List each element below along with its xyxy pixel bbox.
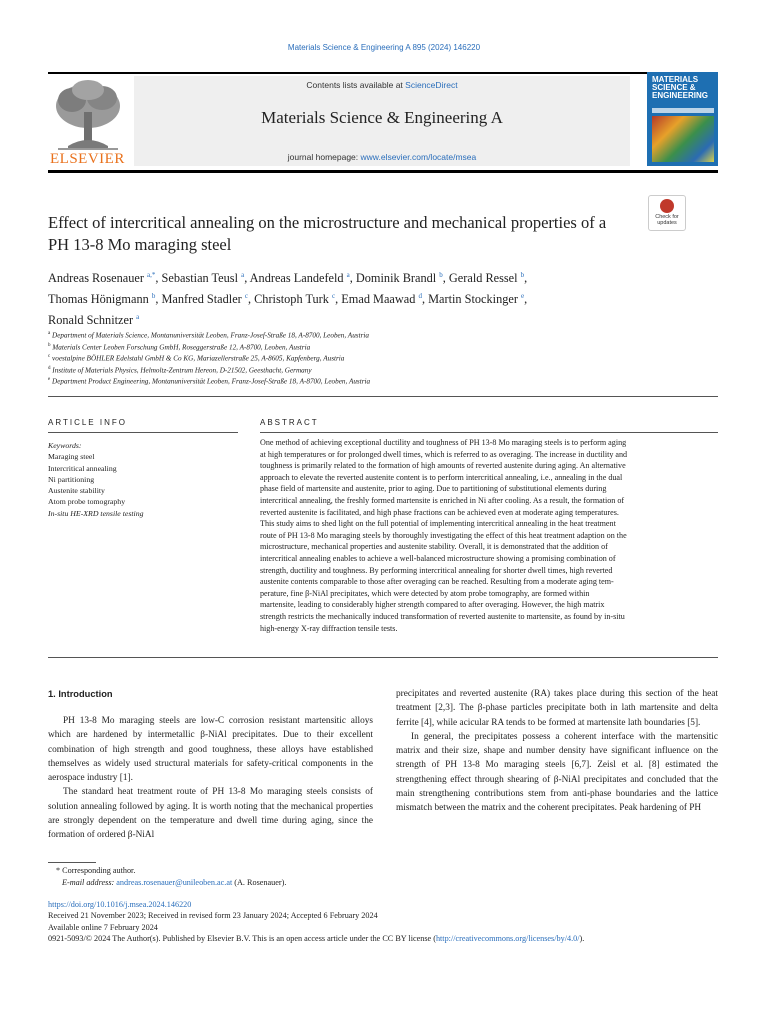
sciencedirect-link[interactable]: ScienceDirect (405, 80, 458, 90)
affiliation-mark: a (48, 331, 51, 336)
affiliation-text: Institute of Materials Physics, Helmoltz-Zentrum Hereon, D-21502, Geesthacht, Germany (52, 366, 312, 375)
received-dates: Received 21 November 2023; Received in revised form 23 January 2024; Accepted 6 February 2024 (48, 911, 378, 921)
abstract-rule (260, 432, 718, 433)
body-column-left (48, 714, 373, 843)
elsevier-wordmark: ELSEVIER (50, 151, 125, 167)
abstract-line: reverted austenite is facilitated, and high phase fractions can be achieved even at moderate aging temperatures. (260, 507, 619, 517)
author-name[interactable]: Christoph Turk (254, 292, 329, 307)
abstract-line: martensite, leading to considerably higher strength compared to after overaging. However, the high matrix (260, 600, 605, 610)
journal-title: Materials Science & Engineering A (261, 108, 503, 127)
homepage-prefix: journal homepage: (287, 152, 361, 162)
publication-info (48, 899, 728, 945)
keyword: Austenite stability (48, 486, 105, 496)
footnotes (48, 865, 718, 890)
abstract-text (260, 437, 718, 634)
abstract-line: intercritical annealing enables to achieve a well-balanced microstructure showing a promising combination of (260, 553, 616, 563)
body-column-right (396, 687, 718, 816)
section-rule-bottom (48, 657, 718, 658)
author-affil-mark[interactable]: c (244, 292, 248, 301)
author-name[interactable]: Sebastian Teusl (161, 271, 238, 286)
author-name[interactable]: Emad Maawad (341, 292, 416, 307)
keyword: Atom probe tomography (48, 497, 126, 507)
abstract-line: perature, fine β-NiAl precipitates, which were detected by atom probe tomography, are formed within (260, 588, 590, 598)
keyword: Ni partitioning (48, 474, 95, 484)
abstract-heading: ABSTRACT (260, 418, 319, 427)
cover-title: MATERIALS SCIENCE & ENGINEERING (652, 75, 709, 100)
email-note (48, 877, 718, 889)
abstract-line: at high temperatures or for prolonged dwell times, which is referred to as overaging. The increase in ductility and (260, 449, 628, 459)
keyword: Intercritical annealing (48, 463, 117, 473)
affiliation-text: Department Product Engineering, Montanuniversität Leoben, Franz-Josef-Straße 18, A-8700, Leoben, Austria (52, 377, 371, 386)
body-paragraph: PH 13-8 Mo maraging steels are low-C corrosion resistant martensitic alloys which are hardened by intermetallic β-NiAl precipitates. Due to their excellent combination of high strength and good toughness, these alloys have established themselves as widely used structural materials for safety-critical components in the aerospace industry [1]. (48, 716, 373, 784)
journal-cover-image[interactable] (647, 72, 718, 166)
abstract-line: high-energy X-ray diffraction tensile tests. (260, 623, 398, 633)
abstract-line: microstructure, mechanical properties and austenite stability. Overall, it is demonstrated that the addition of (260, 542, 608, 552)
footnote-rule (48, 862, 96, 863)
journal-citation[interactable]: Materials Science & Engineering A 895 (2024) 146220 (287, 43, 481, 52)
affiliation-item (48, 329, 728, 341)
affiliation-mark: e (48, 377, 51, 383)
abstract-line: approach to elevate the reverted austenite content is to perform intercritical annealing, i.e., annealing in the dual (260, 472, 623, 482)
author-affil-mark[interactable]: a (346, 271, 350, 279)
abstract-line: phase field of martensite and austenite, prior to aging. Due to partitioning of substitutional elements during (260, 484, 607, 494)
license-link[interactable]: http://creativecommons.org/licenses/by/4.0/ (435, 934, 580, 944)
homepage-link[interactable]: www.elsevier.com/locate/msea (360, 152, 477, 162)
affiliation-mark: c (48, 354, 51, 360)
affiliation-mark: b (48, 342, 51, 348)
author-affil-mark[interactable]: e (521, 292, 525, 301)
section-heading-introduction: 1. Introduction (48, 689, 113, 699)
author-name[interactable]: Andreas Landefeld (249, 271, 344, 286)
abstract-line: strength restricts the mechanically induced transformation of reverted austenite to martensite, as found by in-situ (260, 611, 625, 621)
keyword: Maraging steel (48, 452, 95, 462)
keyword: In-situ HE-XRD tensile testing (48, 508, 144, 518)
abstract-line: intercritical annealing, the freshly formed martensite is enriched in Ni after cooling. As a result, the formation of (260, 495, 625, 505)
article-title: Effect of intercritical annealing on the microstructure and mechanical properties of a PH 13-8 Mo maraging steel (48, 213, 607, 254)
article-info-heading: ARTICLE INFO (48, 418, 127, 427)
keywords-label: Keywords: (48, 441, 82, 450)
email-link[interactable]: andreas.rosenauer@unileoben.ac.at (116, 878, 233, 888)
author-name[interactable]: Dominik Brandl (355, 271, 437, 286)
cover-artwork (652, 116, 714, 162)
cover-strip (652, 108, 714, 113)
license-suffix: ). (579, 934, 585, 944)
author-name[interactable]: Ronald Schnitzer (48, 313, 134, 328)
header-rule-bottom (48, 170, 718, 173)
author-name[interactable]: Martin Stockinger (428, 292, 518, 307)
abstract-line: route of PH 13-8 Mo maraging steels by thoroughly investigating the effect of this heat treatment adaption on the (260, 530, 627, 540)
keywords-block (48, 440, 238, 519)
affiliation-text: Department of Materials Science, Montanuniversität Leoben, Franz-Josef-Straße 18, A-8700, Leoben, Austria (52, 331, 369, 340)
abstract-line: toughness is primarily related to the formation of high amounts of reverted austenite during aging. An alternative (260, 461, 626, 471)
email-suffix: (A. Rosenauer). (232, 878, 287, 888)
abstract-line: This study aims to shed light on the full potential of implementing intercritical annealing in the heat treatment (260, 519, 616, 529)
author-affil-mark[interactable]: b (520, 271, 525, 279)
section-rule (48, 396, 718, 397)
author-list: Andreas Rosenauer $^{a,*}$, Sebastian Teusl $^a$, Andreas Landefeld $^a$, Dominik Brandl $^b$, Gerald Ressel $^b$, Thomas Hönigmann $^b$, Manfred Stadler $^c$, Christoph Turk $^c$, Emad Maawad $^d$, Martin Stockinger $^e$, Ronald Schnitzer $^a$ (48, 271, 528, 328)
author-affil-mark[interactable]: a (241, 271, 245, 279)
affiliation-text: Materials Center Leoben Forschung GmbH, Roseggerstraße 12, A-8700, Leoben, Austria (52, 342, 311, 351)
abstract-line: strength, ductility and toughness. By performing intercritical annealing for shorter dwell times, high reverted (260, 565, 613, 575)
body-paragraph: The standard heat treatment route of PH 13-8 Mo maraging steels consists of solution annealing followed by aging. It is worth noting that the mechanical properties are strongly dependent on the temperature and dwell time during aging, since the formation of ordered β-NiAl (48, 787, 373, 841)
corresponding-author-note: * Corresponding author. (56, 866, 136, 875)
check-for-updates-button[interactable] (648, 195, 686, 231)
license-line (48, 933, 728, 944)
contents-line (134, 80, 630, 90)
author-affil-mark[interactable]: a (136, 313, 140, 322)
author-affil-mark[interactable]: b (151, 292, 156, 301)
author-affil-mark[interactable]: b (439, 271, 443, 279)
affiliation-item (48, 352, 728, 364)
check-updates-icon (660, 199, 674, 213)
author-name[interactable]: Manfred Stadler (161, 292, 242, 307)
doi-link[interactable]: https://doi.org/10.1016/j.msea.2024.146220 (48, 900, 192, 909)
author-affil-mark[interactable]: c (332, 292, 336, 301)
check-updates-label: Check for updates (655, 214, 679, 226)
abstract-line: One method of achieving exceptional ductility and toughness of PH 13-8 Mo maraging steels is to perform aging (260, 438, 627, 447)
license-prefix: 0921-5093/© 2024 The Author(s). Published by Elsevier B.V. This is an open access article under the CC BY license ( (48, 934, 436, 944)
body-paragraph: precipitates and reverted austenite (RA) takes place during this section of the heat treatment [2,3]. The β-phase particles precipitate both in lath martensite and delta ferrite [4], while acicular RA tends to be formed at martensite lath boundaries [5]. (396, 689, 718, 728)
affiliation-item (48, 341, 728, 353)
author-affil-mark[interactable]: d (418, 292, 422, 301)
header-rule-top (48, 72, 718, 74)
affiliation-mark: d (48, 365, 51, 371)
available-online: Available online 7 February 2024 (48, 922, 158, 932)
contents-prefix: Contents lists available at (306, 80, 406, 90)
body-paragraph: In general, the precipitates possess a coherent interface with the martensitic matrix and their size, shape and number density have significant influence on the strength of PH 13-8 Mo maraging steels [6,7]. Zeisl et al. [8] estimated the strengthening effect through shearing of β-NiAl precipitates and concluded that the main strengthening contributions stem from anti-phase boundaries and the lattice mismatch between the matrix and the coherent precipitates. Peak hardening of PH (396, 731, 718, 814)
author-affil-mark[interactable]: a,* (147, 271, 156, 279)
author-name[interactable]: Andreas Rosenauer (48, 271, 144, 286)
affiliation-text: voestalpine BÖHLER Edelstahl GmbH & Co KG, Mariazellerstraße 25, A-8605, Kapfenberg, Austria (52, 354, 345, 363)
homepage-line (134, 152, 630, 162)
email-label: E-mail address: (62, 878, 117, 888)
article-info-rule (48, 432, 238, 433)
author-name[interactable]: Thomas Hönigmann (48, 292, 149, 307)
affiliation-item (48, 375, 728, 387)
affiliation-item (48, 364, 728, 376)
affiliations (48, 329, 728, 387)
abstract-line: austenite contents comparable to those after overaging can be reached. Resulting from a moderate aging tem- (260, 577, 614, 587)
author-name[interactable]: Gerald Ressel (448, 271, 518, 286)
